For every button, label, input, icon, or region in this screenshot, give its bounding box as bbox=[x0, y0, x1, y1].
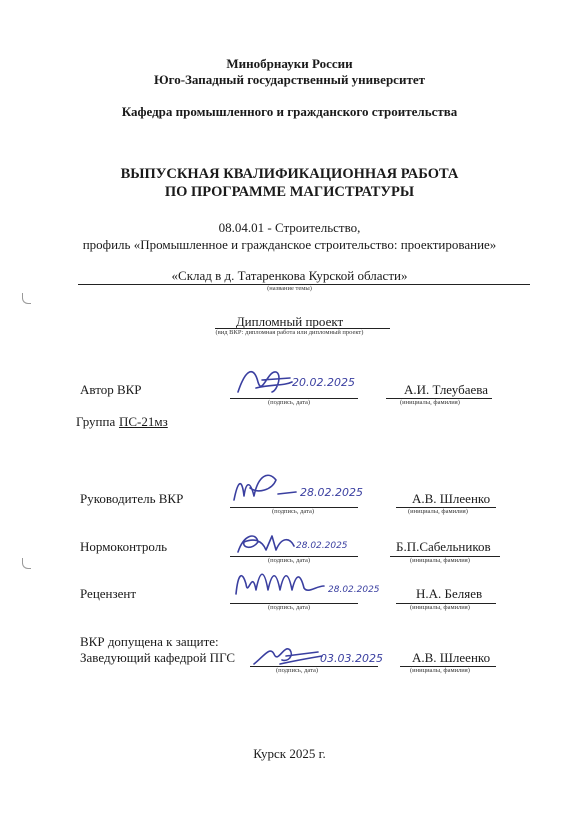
supervisor-signature-caption: (подпись, дата) bbox=[272, 508, 315, 515]
svg-text:03.03.2025: 03.03.2025 bbox=[320, 652, 383, 665]
normcontrol-name: Б.П.Сабельников bbox=[396, 539, 491, 554]
group-value: ПС-21мз bbox=[119, 414, 168, 429]
svg-text:28.02.2025: 28.02.2025 bbox=[296, 541, 348, 551]
author-signature-caption: (подпись, дата) bbox=[268, 399, 311, 406]
author-name: А.И. Тлеубаева bbox=[404, 382, 488, 397]
author-name-caption: (инициалы, фамилия) bbox=[400, 399, 460, 406]
ministry-name: Минобрнауки России bbox=[226, 56, 353, 71]
program-profile: профиль «Промышленное и гражданское строительство: проектирование» bbox=[82, 237, 497, 252]
admission-head-label: Заведующий кафедрой ПГС bbox=[80, 650, 236, 665]
reviewer-name-caption: (инициалы, фамилия) bbox=[410, 604, 470, 611]
reviewer-signature-caption: (подпись, дата) bbox=[268, 604, 311, 611]
author-signature bbox=[232, 362, 372, 402]
author-label: Автор ВКР bbox=[80, 382, 142, 397]
supervisor-signature bbox=[228, 466, 388, 510]
binding-mark-bottom bbox=[22, 558, 31, 569]
admission-name-caption: (инициалы, фамилия) bbox=[410, 667, 470, 674]
binding-mark-top bbox=[22, 293, 31, 304]
topic-caption: (название темы) bbox=[267, 285, 312, 292]
svg-text:20.02.2025: 20.02.2025 bbox=[292, 376, 355, 389]
admission-head-name: А.В. Шлеенко bbox=[412, 650, 491, 665]
supervisor-name-caption: (инициалы, фамилия) bbox=[408, 508, 468, 515]
normcontrol-name-caption: (инициалы, фамилия) bbox=[410, 557, 470, 564]
admission-line1: ВКР допущена к защите: bbox=[80, 634, 219, 649]
work-title-line1: ВЫПУСКНАЯ КВАЛИФИКАЦИОННАЯ РАБОТА bbox=[120, 166, 459, 182]
university-name: Юго-Западный государственный университет bbox=[154, 72, 425, 87]
department-name: Кафедра промышленного и гражданского строительства bbox=[121, 104, 458, 119]
supervisor-label: Руководитель ВКР bbox=[80, 491, 184, 506]
program-code: 08.04.01 - Строительство, bbox=[218, 220, 361, 235]
supervisor-name: А.В. Шлеенко bbox=[412, 491, 491, 506]
normcontrol-label: Нормоконтроль bbox=[80, 539, 168, 554]
reviewer-name: Н.А. Беляев bbox=[416, 586, 483, 601]
group-label: Группа bbox=[76, 414, 116, 429]
work-type-caption: (вид ВКР: дипломная работа или дипломный проект) bbox=[215, 329, 364, 336]
reviewer-label: Рецензент bbox=[80, 586, 137, 601]
admission-signature-caption: (подпись, дата) bbox=[276, 667, 319, 674]
topic-value: «Склад в д. Татаренкова Курской области» bbox=[171, 268, 408, 283]
work-title-line2: ПО ПРОГРАММЕ МАГИСТРАТУРЫ bbox=[164, 184, 415, 200]
city-year: Курск 2025 г. bbox=[253, 746, 326, 761]
svg-text:28.02.2025: 28.02.2025 bbox=[300, 486, 363, 499]
work-type-value: Дипломный проект bbox=[235, 314, 344, 329]
normcontrol-signature-caption: (подпись, дата) bbox=[268, 557, 311, 564]
svg-text:28.02.2025: 28.02.2025 bbox=[328, 585, 380, 595]
